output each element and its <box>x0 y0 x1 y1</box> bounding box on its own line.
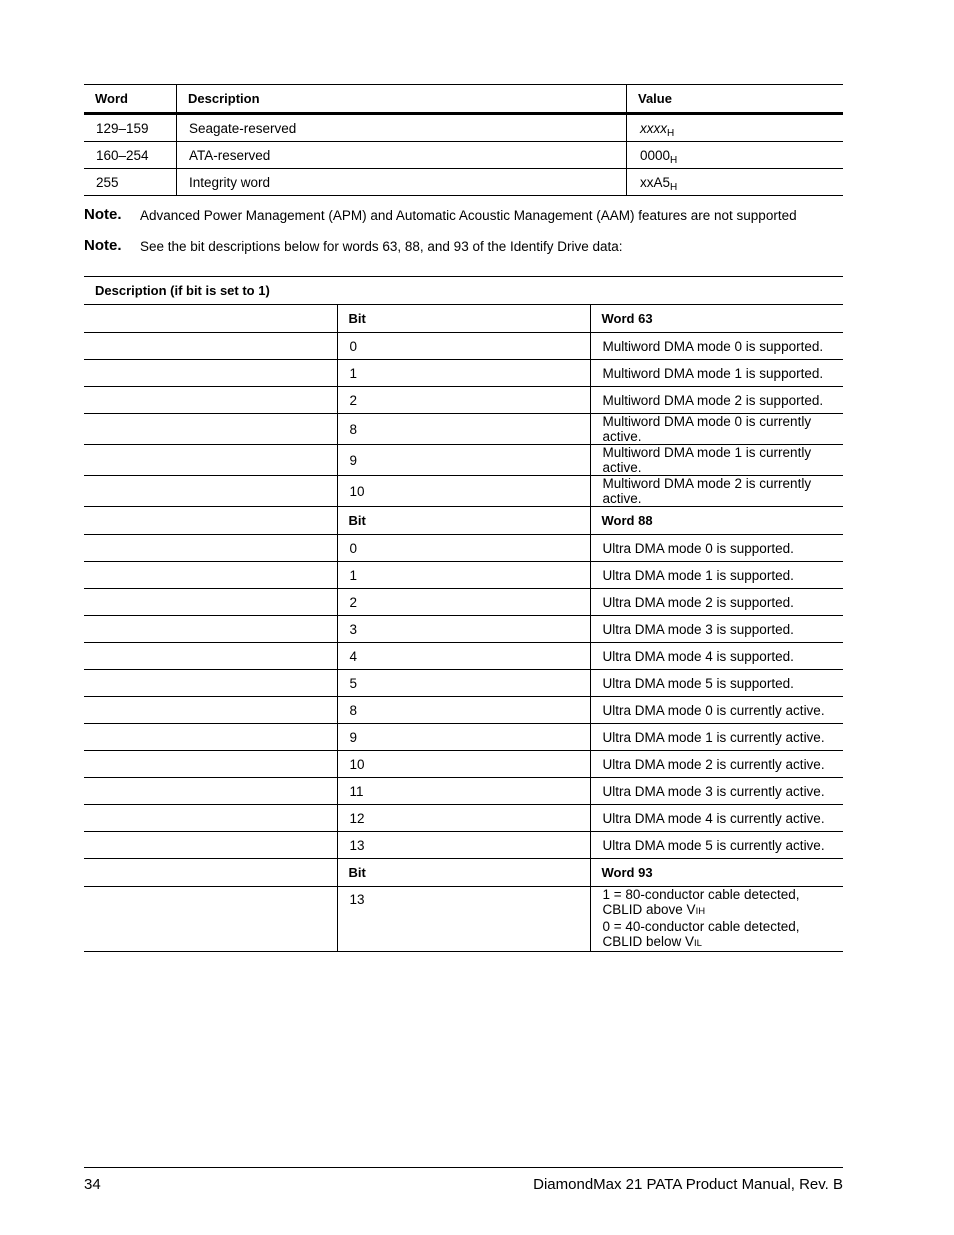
footer-rule <box>84 1167 843 1168</box>
table-row <box>84 142 843 169</box>
value-text: xxA5 <box>640 174 671 190</box>
blank-cell <box>84 859 337 887</box>
note <box>84 206 843 237</box>
bit-row <box>84 589 843 616</box>
bit-description-cell: Ultra DMA mode 1 is supported. <box>590 562 843 589</box>
value-subscript: H <box>667 127 675 139</box>
bit-row <box>84 414 843 445</box>
bit-descriptions-table <box>84 276 843 952</box>
word-header: Word 63 <box>590 305 843 333</box>
page-number: 34 <box>84 1176 101 1193</box>
voltage-subscript: IH <box>695 906 706 917</box>
blank-cell <box>84 535 337 562</box>
bit-header: Bit <box>337 507 590 535</box>
blank-cell <box>84 507 337 535</box>
bit-description-cell: Multiword DMA mode 1 is currently active. <box>590 445 843 476</box>
blank-cell <box>84 562 337 589</box>
blank-cell <box>84 616 337 643</box>
value-subscript: H <box>670 154 678 166</box>
column-header-value: Value <box>627 85 844 114</box>
bit-cell: 8 <box>337 414 590 445</box>
blank-cell <box>84 670 337 697</box>
bit-table-title-row <box>84 277 843 305</box>
blank-cell <box>84 360 337 387</box>
bit-description-cell: Ultra DMA mode 3 is supported. <box>590 616 843 643</box>
bit-cell: 11 <box>337 778 590 805</box>
bit-description-cell: Ultra DMA mode 1 is currently active. <box>590 724 843 751</box>
description-line <box>603 919 844 951</box>
bit-description-cell: Multiword DMA mode 0 is currently active. <box>590 414 843 445</box>
section-header-row <box>84 859 843 887</box>
table-row <box>84 169 843 196</box>
blank-cell <box>84 445 337 476</box>
bit-description-cell: Multiword DMA mode 2 is supported. <box>590 387 843 414</box>
bit-header: Bit <box>337 305 590 333</box>
bit-row <box>84 778 843 805</box>
voltage-subscript: IL <box>694 938 702 949</box>
bit-row <box>84 445 843 476</box>
value-text: 0000 <box>640 147 671 163</box>
bit-cell: 13 <box>337 832 590 859</box>
bit-cell: 5 <box>337 670 590 697</box>
blank-cell <box>84 805 337 832</box>
bit-row <box>84 360 843 387</box>
blank-cell <box>84 887 337 952</box>
word-cell: 160–254 <box>84 142 177 169</box>
word-cell: 255 <box>84 169 177 196</box>
value-cell <box>627 114 844 142</box>
section-header-row <box>84 507 843 535</box>
bit-row <box>84 751 843 778</box>
description-cell: Seagate-reserved <box>177 114 627 142</box>
description-line <box>603 887 844 919</box>
document-title: DiamondMax 21 PATA Product Manual, Rev. B <box>533 1176 843 1193</box>
bit-cell: 3 <box>337 616 590 643</box>
table-header-row <box>84 85 843 114</box>
bit-description-cell: Ultra DMA mode 4 is currently active. <box>590 805 843 832</box>
notes <box>84 206 843 268</box>
note-label: Note. <box>84 206 122 223</box>
description-text: 1 = 80-conductor cable detected, CBLID above V <box>602 887 800 917</box>
bit-cell: 8 <box>337 697 590 724</box>
bit-row <box>84 333 843 360</box>
word-cell: 129–159 <box>84 114 177 142</box>
value-cell <box>627 142 844 169</box>
bit-row <box>84 616 843 643</box>
blank-cell <box>84 643 337 670</box>
note <box>84 237 843 268</box>
bit-description-cell: Ultra DMA mode 4 is supported. <box>590 643 843 670</box>
bit-description-cell: Ultra DMA mode 5 is currently active. <box>590 832 843 859</box>
bit-row <box>84 887 843 952</box>
description-cell: ATA-reserved <box>177 142 627 169</box>
blank-cell <box>84 414 337 445</box>
document-page <box>84 84 843 952</box>
bit-cell: 2 <box>337 589 590 616</box>
bit-cell: 0 <box>337 535 590 562</box>
column-header-description: Description <box>177 85 627 114</box>
blank-cell <box>84 697 337 724</box>
note-text: See the bit descriptions below for words 63, 88, and 93 of the Identify Drive data: <box>140 239 623 254</box>
note-text: Advanced Power Management (APM) and Automatic Acoustic Management (AAM) features are not supported <box>140 208 797 223</box>
bit-cell: 9 <box>337 724 590 751</box>
bit-description-cell: Ultra DMA mode 2 is supported. <box>590 589 843 616</box>
bit-cell: 10 <box>337 751 590 778</box>
bit-table-title: Description (if bit is set to 1) <box>84 277 843 305</box>
blank-cell <box>84 387 337 414</box>
bit-cell: 1 <box>337 360 590 387</box>
word-header: Word 93 <box>590 859 843 887</box>
bit-cell: 12 <box>337 805 590 832</box>
bit-row <box>84 832 843 859</box>
word-header: Word 88 <box>590 507 843 535</box>
blank-cell <box>84 333 337 360</box>
bit-row <box>84 562 843 589</box>
bit-cell: 1 <box>337 562 590 589</box>
bit-description-cell: Ultra DMA mode 2 is currently active. <box>590 751 843 778</box>
bit-cell: 9 <box>337 445 590 476</box>
note-label: Note. <box>84 237 122 254</box>
bit-description-cell: Ultra DMA mode 0 is supported. <box>590 535 843 562</box>
table-row <box>84 114 843 142</box>
bit-row <box>84 476 843 507</box>
bit-description-cell <box>590 887 843 952</box>
description-cell: Integrity word <box>177 169 627 196</box>
blank-cell <box>84 724 337 751</box>
value-text: xxxx <box>640 120 667 136</box>
blank-cell <box>84 778 337 805</box>
bit-description-cell: Ultra DMA mode 5 is supported. <box>590 670 843 697</box>
blank-cell <box>84 305 337 333</box>
description-text: 0 = 40-conductor cable detected, CBLID below V <box>602 919 800 949</box>
value-cell <box>627 169 844 196</box>
bit-row <box>84 535 843 562</box>
bit-cell: 10 <box>337 476 590 507</box>
bit-row <box>84 724 843 751</box>
column-header-word: Word <box>84 85 177 114</box>
identify-words-table <box>84 84 843 196</box>
bit-description-cell: Ultra DMA mode 3 is currently active. <box>590 778 843 805</box>
bit-description-cell: Multiword DMA mode 1 is supported. <box>590 360 843 387</box>
bit-cell: 13 <box>337 887 590 952</box>
bit-cell: 2 <box>337 387 590 414</box>
bit-description-cell: Multiword DMA mode 0 is supported. <box>590 333 843 360</box>
bit-description-cell: Multiword DMA mode 2 is currently active. <box>590 476 843 507</box>
blank-cell <box>84 751 337 778</box>
bit-row <box>84 670 843 697</box>
bit-cell: 4 <box>337 643 590 670</box>
bit-row <box>84 805 843 832</box>
bit-row <box>84 387 843 414</box>
blank-cell <box>84 589 337 616</box>
bit-header: Bit <box>337 859 590 887</box>
blank-cell <box>84 832 337 859</box>
bit-description-cell: Ultra DMA mode 0 is currently active. <box>590 697 843 724</box>
bit-row <box>84 643 843 670</box>
section-header-row <box>84 305 843 333</box>
value-subscript: H <box>670 181 678 193</box>
bit-row <box>84 697 843 724</box>
blank-cell <box>84 476 337 507</box>
bit-cell: 0 <box>337 333 590 360</box>
